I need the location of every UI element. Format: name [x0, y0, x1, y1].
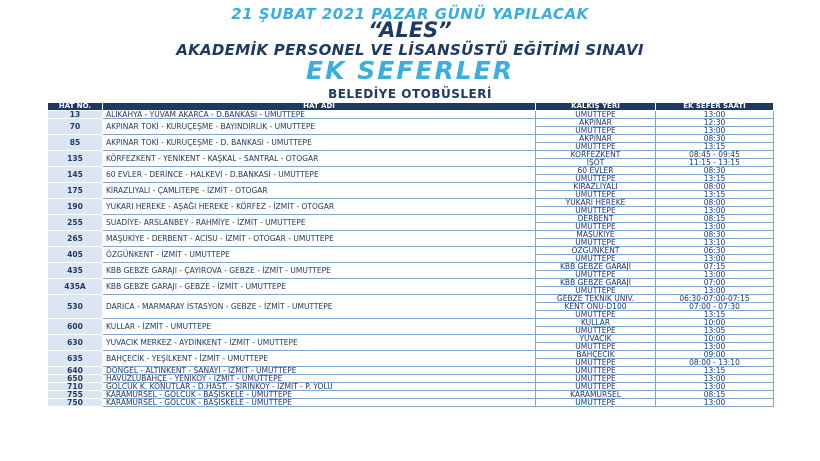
departure-point: UMUTTEPE: [536, 111, 656, 119]
line-name: GÖLCÜK K. KONUTLAR - D.HAST. - ŞİRİNKÖY - İZMİT - P. YOLU: [103, 383, 536, 391]
line-name: ÖZGÜNKENT - İZMİT - UMUTTEPE: [103, 247, 536, 263]
table-row: [48, 247, 774, 255]
departure-point: UMUTTEPE: [536, 127, 656, 135]
schedule-table: [47, 102, 774, 407]
extra-trip-time: 13:15: [656, 143, 774, 151]
line-number: 13: [48, 111, 103, 119]
table-row: [48, 135, 774, 143]
departure-point: 60 EVLER: [536, 167, 656, 175]
line-name: DÖNGEL - ALTINKENT - SANAYİ - İZMİT - UMUTTEPE: [103, 367, 536, 375]
extra-trip-time: 07:00: [656, 279, 774, 287]
line-number: 265: [48, 231, 103, 247]
extra-trip-time: 08:00 - 13:10: [656, 359, 774, 367]
line-name: MAŞUKİYE - DERBENT - ACISU - İZMİT - OTOGAR - UMUTTEPE: [103, 231, 536, 247]
departure-point: KULLAR: [536, 319, 656, 327]
table-row: [48, 375, 774, 383]
line-number: 85: [48, 135, 103, 151]
table-row: [48, 199, 774, 207]
departure-point: KİRAZLIYALI: [536, 183, 656, 191]
line-number: 435: [48, 263, 103, 279]
extra-trip-time: 06:30: [656, 247, 774, 255]
line-name: KÖRFEZKENT - YENİKENT - KAŞKAL - SANTRAL - OTOGAR: [103, 151, 536, 167]
line-number: 630: [48, 335, 103, 351]
table-row: [48, 319, 774, 327]
table-row: [48, 399, 774, 407]
line-name: KBB GEBZE GARAJI - GEBZE - İZMİT - UMUTTEPE: [103, 279, 536, 295]
departure-point: BAHÇECİK: [536, 351, 656, 359]
line-name: SUADİYE- ARSLANBEY - RAHMİYE - İZMİT - UMUTTEPE: [103, 215, 536, 231]
departure-point: KBB GEBZE GARAJI: [536, 279, 656, 287]
extra-trip-time: 08:45 - 09:45: [656, 151, 774, 159]
extra-trip-time: 07:15: [656, 263, 774, 271]
departure-point: UMUTTEPE: [536, 327, 656, 335]
table-row: [48, 383, 774, 391]
departure-point: MAŞUKİYE: [536, 231, 656, 239]
table-header-row: [48, 103, 774, 111]
table-row: [48, 215, 774, 223]
table-row: [48, 351, 774, 359]
table-row: [48, 295, 774, 303]
departure-point: KARAMÜRSEL: [536, 391, 656, 399]
header-exam-abbrev: “ALES”: [368, 18, 452, 42]
table-row: [48, 279, 774, 287]
extra-trip-time: 13:00: [656, 127, 774, 135]
extra-trip-time: 11:15 - 13:15: [656, 159, 774, 167]
departure-point: YUKARI HEREKE: [536, 199, 656, 207]
line-number: 435A: [48, 279, 103, 295]
extra-trip-time: 13:05: [656, 327, 774, 335]
line-name: AKPINAR TOKİ - KURUÇEŞME - BAYINDIRLIK - UMUTTEPE: [103, 119, 536, 135]
header-exam-name: AKADEMİK PERSONEL VE LİSANSÜSTÜ EĞİTİMİ SINAVI: [176, 41, 644, 59]
extra-trip-time: 10:00: [656, 335, 774, 343]
line-number: 600: [48, 319, 103, 335]
extra-trip-time: 13:00: [656, 343, 774, 351]
line-number: 750: [48, 399, 103, 407]
extra-trip-time: 13:15: [656, 191, 774, 199]
line-number: 70: [48, 119, 103, 135]
extra-trip-time: 12:30: [656, 119, 774, 127]
departure-point: UMUTTEPE: [536, 311, 656, 319]
extra-trip-time: 08:30: [656, 231, 774, 239]
extra-trip-time: 13:00: [656, 207, 774, 215]
table-row: [48, 151, 774, 159]
extra-trip-time: 13:00: [656, 375, 774, 383]
line-name: KULLAR - İZMİT - UMUTTEPE: [103, 319, 536, 335]
departure-point: UMUTTEPE: [536, 191, 656, 199]
line-name: HAVUZLUBAHÇE - YENİKÖY - İZMİT - UMUTTEPE: [103, 375, 536, 383]
line-number: 175: [48, 183, 103, 199]
extra-trip-time: 13:00: [656, 255, 774, 263]
departure-point: UMUTTEPE: [536, 367, 656, 375]
departure-point: KENT ÖNÜ-D100: [536, 303, 656, 311]
section-title: BELEDİYE OTOBÜSLERİ: [328, 87, 492, 101]
departure-point: DERBENT: [536, 215, 656, 223]
departure-point: İŞOT: [536, 159, 656, 167]
departure-point: GEBZE TEKNİK ÜNİV.: [536, 295, 656, 303]
extra-trip-time: 09:00: [656, 351, 774, 359]
departure-point: UMUTTEPE: [536, 359, 656, 367]
line-name: BAHÇECİK - YEŞİLKENT - İZMİT - UMUTTEPE: [103, 351, 536, 367]
departure-point: UMUTTEPE: [536, 271, 656, 279]
table-body: [48, 111, 774, 407]
table-row: [48, 263, 774, 271]
line-name: ALİKAHYA - YUVAM AKARCA - D.BANKASI - UMUTTEPE: [103, 111, 536, 119]
departure-point: AKPINAR: [536, 119, 656, 127]
line-number: 650: [48, 375, 103, 383]
line-name: AKPINAR TOKİ - KURUÇEŞME - D. BANKASI - UMUTTEPE: [103, 135, 536, 151]
extra-trip-time: 13:15: [656, 367, 774, 375]
extra-trip-time: 08:30: [656, 135, 774, 143]
extra-trip-time: 13:00: [656, 111, 774, 119]
departure-point: UMUTTEPE: [536, 223, 656, 231]
line-number: 710: [48, 383, 103, 391]
extra-trip-time: 13:00: [656, 287, 774, 295]
line-name: DARICA - MARMARAY İSTASYON - GEBZE - İZMİT - UMUTTEPE: [103, 295, 536, 319]
extra-trip-time: 13:00: [656, 383, 774, 391]
extra-trip-time: 07:00 - 07:30: [656, 303, 774, 311]
table-row: [48, 119, 774, 127]
departure-point: KBB GEBZE GARAJI: [536, 263, 656, 271]
line-name: YUKARI HEREKE - AŞAĞI HEREKE - KÖRFEZ - İZMİT - OTOGAR: [103, 199, 536, 215]
extra-trip-time: 13:00: [656, 223, 774, 231]
extra-trip-time: 08:30: [656, 167, 774, 175]
column-header-line-no: HAT NO.: [48, 103, 103, 111]
line-number: 640: [48, 367, 103, 375]
departure-point: UMUTTEPE: [536, 375, 656, 383]
line-number: 530: [48, 295, 103, 319]
line-number: 145: [48, 167, 103, 183]
extra-trip-time: 10:00: [656, 319, 774, 327]
departure-point: YUVACIK: [536, 335, 656, 343]
table-row: [48, 367, 774, 375]
departure-point: ÖZGÜNKENT: [536, 247, 656, 255]
departure-point: UMUTTEPE: [536, 287, 656, 295]
line-name: KARAMÜRSEL - GÖLCÜK - BAŞİSKELE - UMUTTEPE: [103, 391, 536, 399]
table-row: [48, 167, 774, 175]
column-header-departure: KALKIŞ YERİ: [536, 103, 656, 111]
line-number: 135: [48, 151, 103, 167]
line-name: KİRAZLIYALI - ÇAMLITEPE - İZMİT - OTOGAR: [103, 183, 536, 199]
departure-point: UMUTTEPE: [536, 383, 656, 391]
extra-trip-time: 13:15: [656, 175, 774, 183]
line-number: 755: [48, 391, 103, 399]
departure-point: UMUTTEPE: [536, 343, 656, 351]
extra-trip-time: 08:15: [656, 215, 774, 223]
header-extra-trips: EK SEFERLER: [306, 56, 514, 85]
departure-point: KÖRFEZKENT: [536, 151, 656, 159]
departure-point: UMUTTEPE: [536, 143, 656, 151]
departure-point: UMUTTEPE: [536, 207, 656, 215]
departure-point: UMUTTEPE: [536, 239, 656, 247]
line-number: 405: [48, 247, 103, 263]
line-number: 255: [48, 215, 103, 231]
line-name: 60 EVLER - DERİNCE - HALKEVİ - D.BANKASI - UMUTTEPE: [103, 167, 536, 183]
line-number: 190: [48, 199, 103, 215]
column-header-line-name: HAT ADI: [103, 103, 536, 111]
extra-trip-time: 06:30-07:00-07:15: [656, 295, 774, 303]
line-name: KBB GEBZE GARAJI - ÇAYIROVA - GEBZE - İZMİT - UMUTTEPE: [103, 263, 536, 279]
line-name: YUVACIK MERKEZ - AYDINKENT - İZMİT - UMUTTEPE: [103, 335, 536, 351]
extra-trip-time: 08:00: [656, 183, 774, 191]
header-date-line: 21 ŞUBAT 2021 PAZAR GÜNÜ YAPILACAK: [231, 5, 589, 23]
extra-trip-time: 13:15: [656, 311, 774, 319]
extra-trip-time: 13:10: [656, 239, 774, 247]
extra-trip-time: 08:00: [656, 199, 774, 207]
extra-trip-time: 13:00: [656, 399, 774, 407]
departure-point: UMUTTEPE: [536, 399, 656, 407]
line-number: 635: [48, 351, 103, 367]
extra-trip-time: 08:15: [656, 391, 774, 399]
departure-point: UMUTTEPE: [536, 175, 656, 183]
table-row: [48, 391, 774, 399]
column-header-extra-time: EK SEFER SAATİ: [656, 103, 774, 111]
table-row: [48, 231, 774, 239]
departure-point: AKPINAR: [536, 135, 656, 143]
table-row: [48, 335, 774, 343]
table-row: [48, 111, 774, 119]
departure-point: UMUTTEPE: [536, 255, 656, 263]
table-row: [48, 183, 774, 191]
line-name: KARAMÜRSEL - GÖLCÜK - BAŞİSKELE - UMUTTEPE: [103, 399, 536, 407]
extra-trip-time: 13:00: [656, 271, 774, 279]
